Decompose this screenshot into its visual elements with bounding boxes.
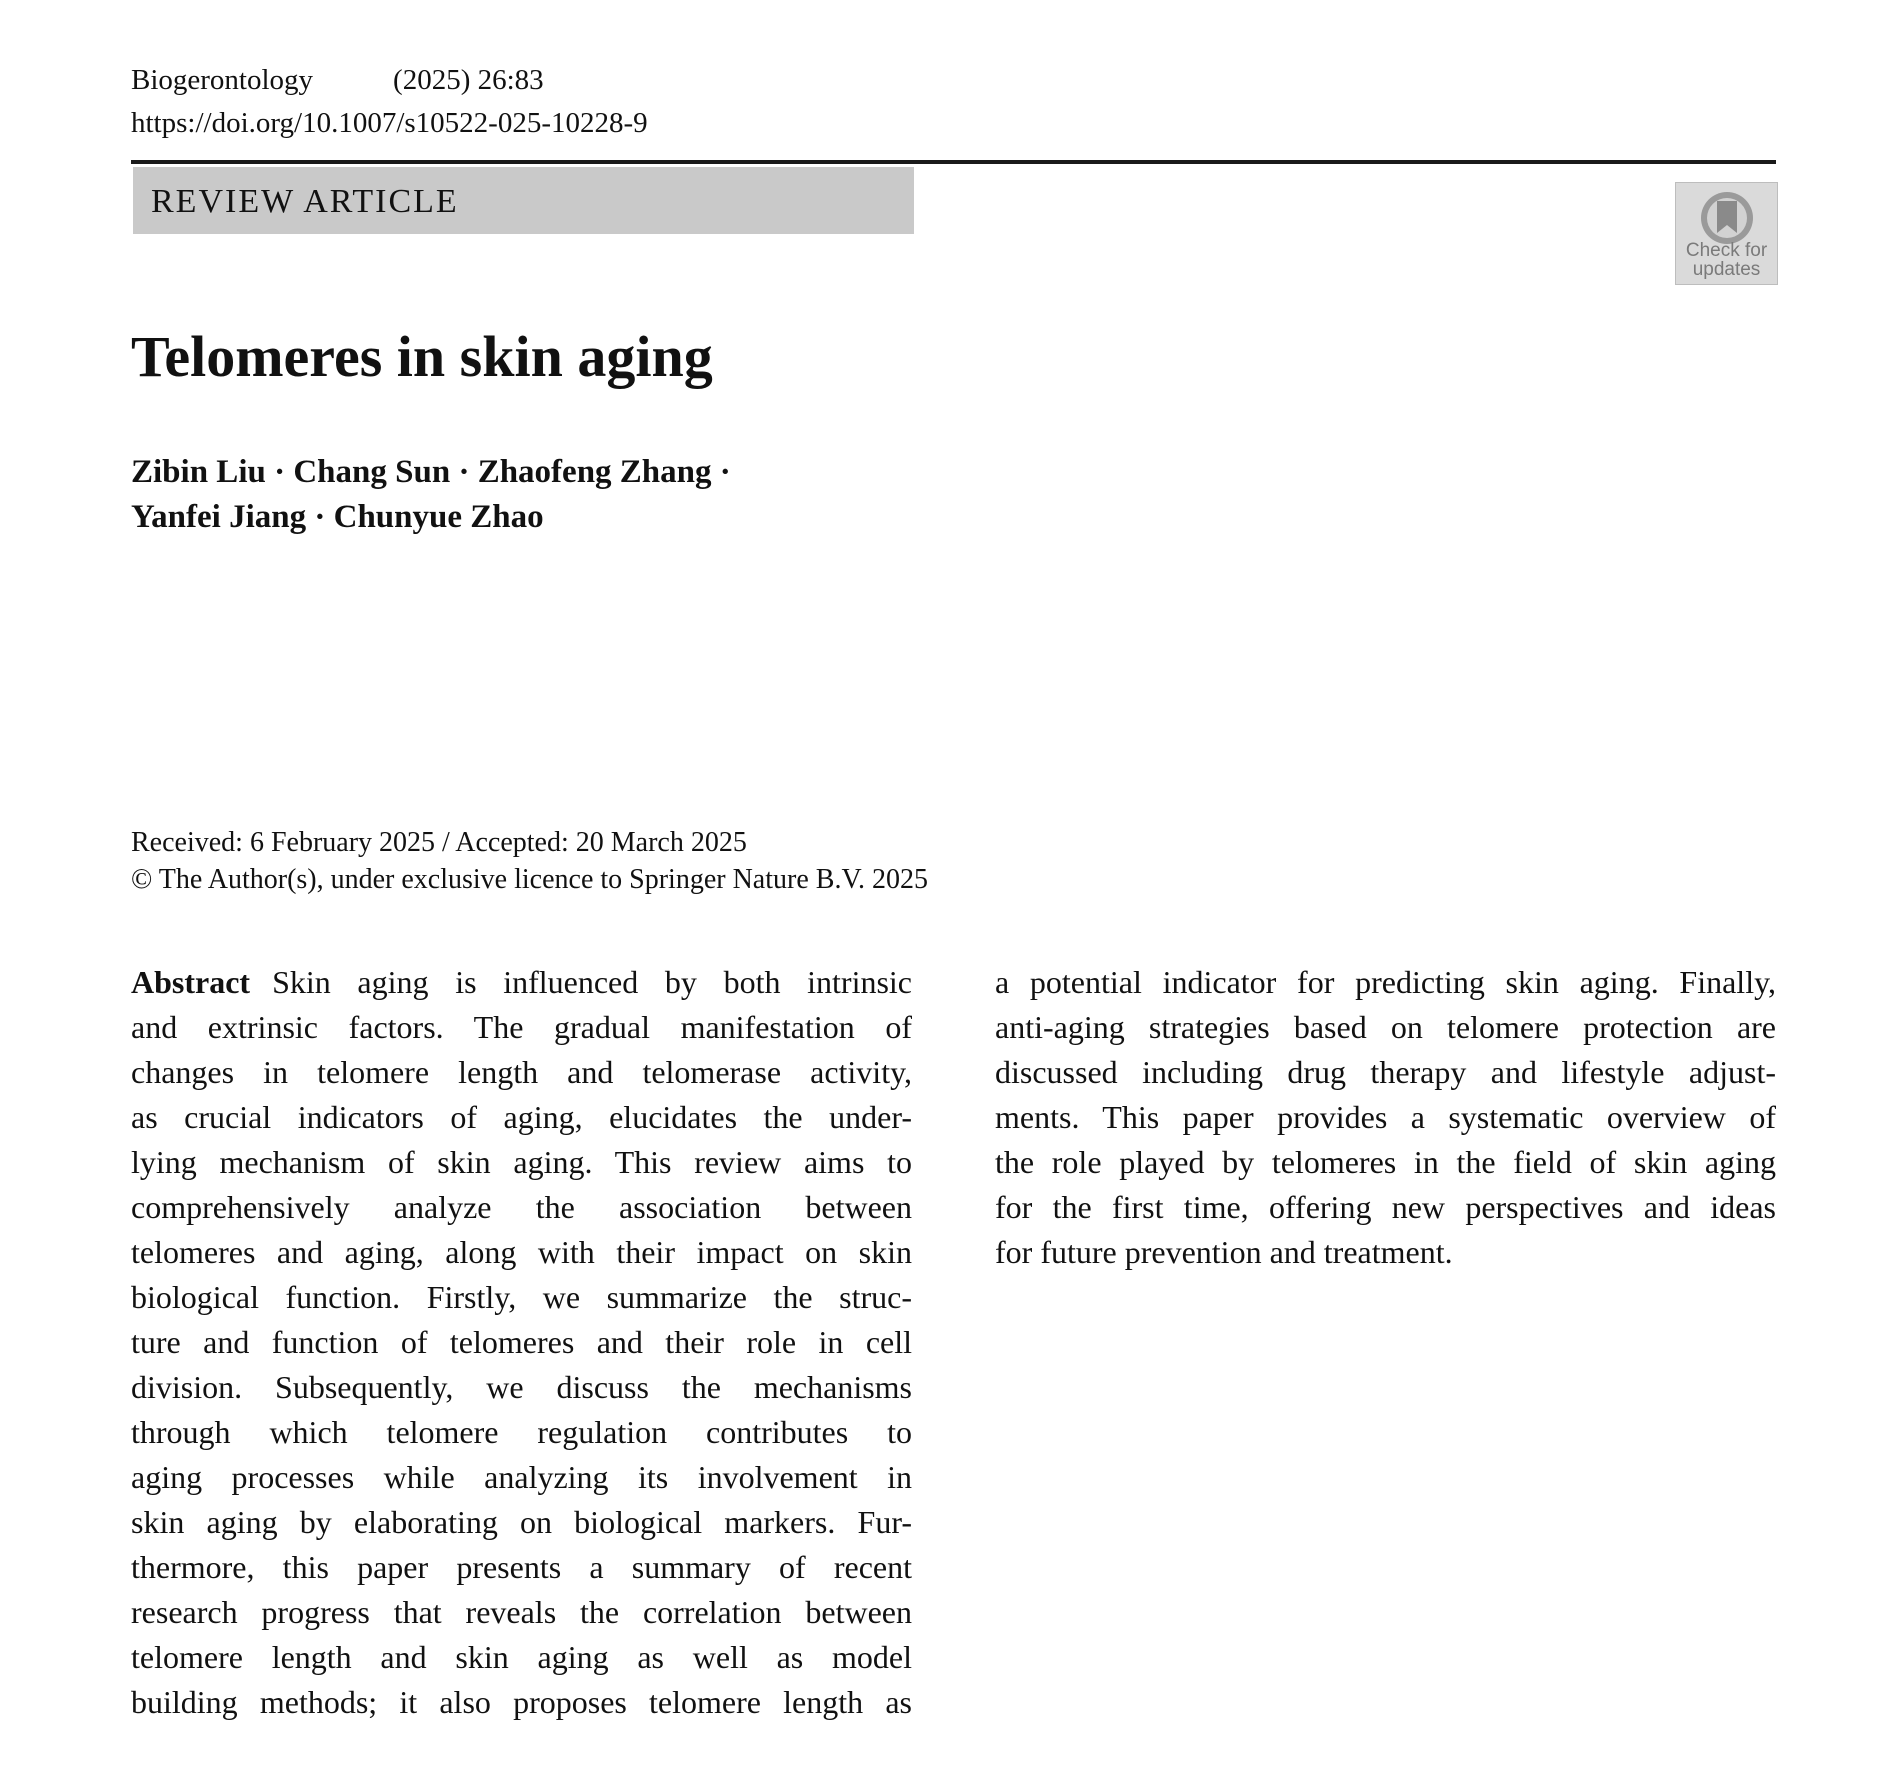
abstract-line: aging processes while analyzing its involvement in xyxy=(131,1459,912,1495)
abstract-line: lying mechanism of skin aging. This review aims to xyxy=(131,1144,912,1180)
abstract-line: for the first time, offering new perspectives and ideas xyxy=(995,1189,1776,1225)
journal-citation xyxy=(131,62,544,98)
abstract-line: anti-aging strategies based on telomere protection are xyxy=(995,1009,1776,1045)
abstract-line: for future prevention and treatment. xyxy=(995,1234,1453,1270)
abstract-line: research progress that reveals the correlation between xyxy=(131,1594,912,1630)
bookmark-icon xyxy=(1698,189,1756,247)
abstract-line: building methods; it also proposes telomere length as xyxy=(131,1684,912,1720)
abstract-line: ments. This paper provides a systematic overview of xyxy=(995,1099,1776,1135)
copyright-notice: © The Author(s), under exclusive licence to Springer Nature B.V. 2025 xyxy=(131,864,929,895)
abstract-line: and extrinsic factors. The gradual manifestation of xyxy=(131,1009,912,1045)
article-type-label: REVIEW ARTICLE xyxy=(151,183,459,220)
abstract-line: the role played by telomeres in the field of skin aging xyxy=(995,1144,1776,1180)
abstract-line: as crucial indicators of aging, elucidates the under- xyxy=(131,1099,912,1135)
author-line: Yanfei Jiang · Chunyue Zhao xyxy=(131,499,544,535)
abstract-line: division. Subsequently, we discuss the mechanisms xyxy=(131,1369,912,1405)
check-for-updates-button[interactable] xyxy=(1675,182,1778,285)
abstract-line: biological function. Firstly, we summarize the struc- xyxy=(131,1279,912,1315)
journal-volume: (2025) 26:83 xyxy=(393,64,544,96)
header-rule xyxy=(131,160,1776,164)
abstract-column-right xyxy=(995,960,1776,1275)
abstract-line: discussed including drug therapy and lifestyle adjust- xyxy=(995,1054,1776,1090)
abstract-line: ture and function of telomeres and their role in cell xyxy=(131,1324,912,1360)
article-title: Telomeres in skin aging xyxy=(131,324,713,389)
abstract-line: changes in telomere length and telomerase activity, xyxy=(131,1054,912,1090)
article-type-banner xyxy=(133,167,914,234)
abstract-line: telomeres and aging, along with their impact on skin xyxy=(131,1234,912,1270)
check-for-updates-label: Check for updates xyxy=(1685,240,1768,280)
abstract-line: through which telomere regulation contributes to xyxy=(131,1414,912,1450)
abstract-line: Abstract Skin aging is influenced by both intrinsic xyxy=(131,964,912,1000)
abstract-line: telomere length and skin aging as well as model xyxy=(131,1639,912,1675)
abstract-line: skin aging by elaborating on biological markers. Fur- xyxy=(131,1504,912,1540)
journal-name: Biogerontology xyxy=(131,64,314,96)
abstract-heading: Abstract xyxy=(131,964,251,1000)
author-line: Zibin Liu · Chang Sun · Zhaofeng Zhang · xyxy=(131,454,731,490)
abstract-line: a potential indicator for predicting skin aging. Finally, xyxy=(995,964,1776,1000)
abstract-line: thermore, this paper presents a summary of recent xyxy=(131,1549,912,1585)
abstract-line: comprehensively analyze the association between xyxy=(131,1189,912,1225)
author-list xyxy=(131,450,731,540)
received-accepted-dates: Received: 6 February 2025 / Accepted: 20 March 2025 xyxy=(131,827,747,858)
abstract-column-left xyxy=(131,960,912,1725)
doi-link[interactable]: https://doi.org/10.1007/s10522-025-10228-9 xyxy=(131,107,648,139)
